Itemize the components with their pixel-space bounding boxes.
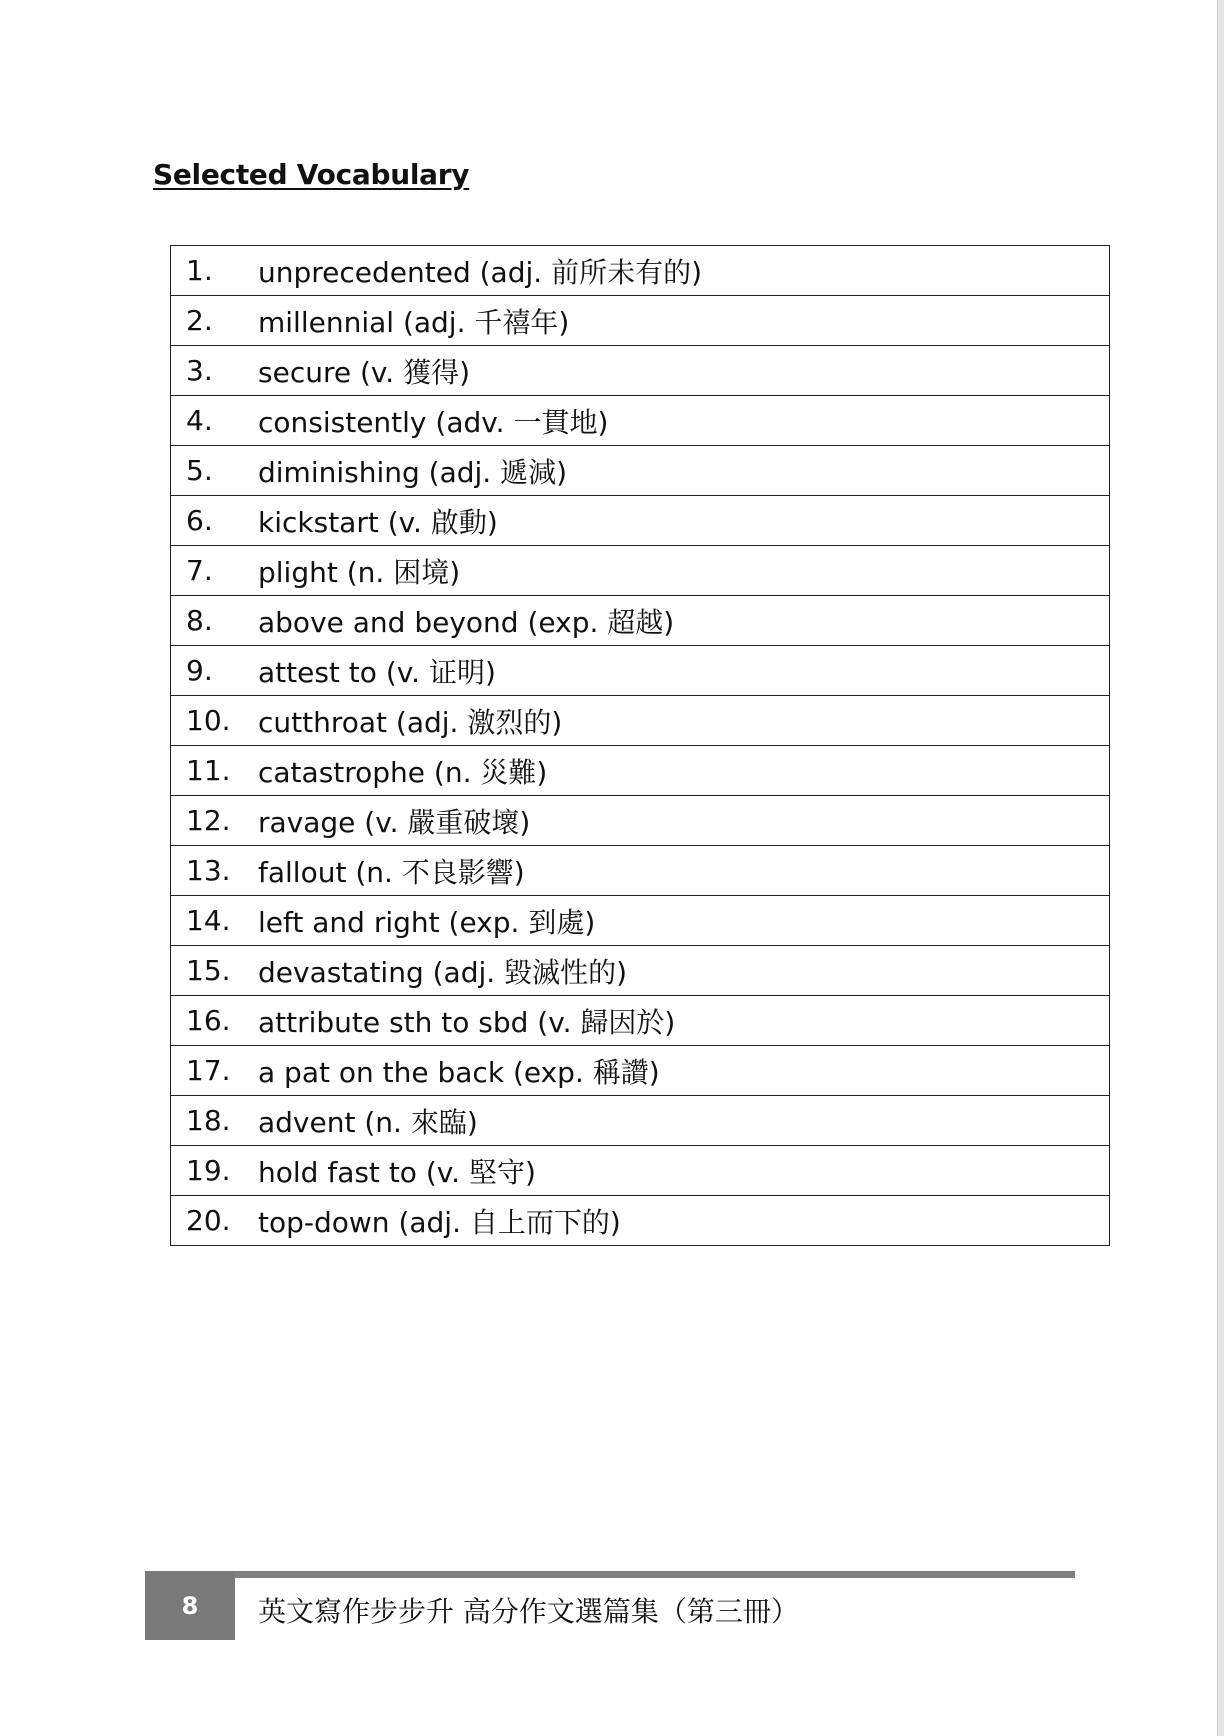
vocabulary-row <box>171 796 1110 846</box>
vocabulary-row <box>171 746 1110 796</box>
vocabulary-entry <box>171 546 1109 595</box>
vocabulary-entry <box>171 496 1109 545</box>
vocabulary-number: 3. <box>186 354 213 387</box>
vocabulary-term: secure (v. 獲得) <box>258 355 471 389</box>
vocabulary-term: advent (n. 來臨) <box>258 1105 478 1139</box>
vocabulary-entry <box>171 746 1109 795</box>
vocabulary-cell <box>171 596 1110 646</box>
vocabulary-row <box>171 496 1110 546</box>
vocabulary-term: catastrophe (n. 災難) <box>258 755 548 789</box>
vocabulary-row <box>171 896 1110 946</box>
vocabulary-term: top-down (adj. 自上而下的) <box>258 1205 621 1239</box>
vocabulary-term: kickstart (v. 啟動) <box>258 505 498 539</box>
page-edge-shadow <box>1217 0 1224 1736</box>
vocabulary-number: 16. <box>186 1004 231 1037</box>
vocabulary-term: unprecedented (adj. 前所未有的) <box>258 255 702 289</box>
vocabulary-cell <box>171 846 1110 896</box>
vocabulary-entry <box>171 246 1109 295</box>
vocabulary-term: a pat on the back (exp. 稱讚) <box>258 1055 660 1089</box>
vocabulary-row <box>171 546 1110 596</box>
vocabulary-cell <box>171 896 1110 946</box>
vocabulary-term: diminishing (adj. 遞減) <box>258 455 568 489</box>
vocabulary-cell <box>171 246 1110 296</box>
vocabulary-entry <box>171 1096 1109 1145</box>
vocabulary-term: fallout (n. 不良影響) <box>258 855 525 889</box>
vocabulary-term: consistently (adv. 一貫地) <box>258 405 609 439</box>
vocabulary-number: 9. <box>186 654 213 687</box>
vocabulary-entry <box>171 1146 1109 1195</box>
vocabulary-number: 19. <box>186 1154 231 1187</box>
vocabulary-number: 2. <box>186 304 213 337</box>
vocabulary-cell <box>171 496 1110 546</box>
page-number: 8 <box>181 1591 199 1620</box>
vocabulary-number: 8. <box>186 604 213 637</box>
vocabulary-cell <box>171 446 1110 496</box>
vocabulary-term: attest to (v. 证明) <box>258 655 496 689</box>
vocabulary-cell <box>171 1196 1110 1246</box>
vocabulary-number: 6. <box>186 504 213 537</box>
vocabulary-term: plight (n. 困境) <box>258 555 461 589</box>
vocabulary-term: millennial (adj. 千禧年) <box>258 305 570 339</box>
vocabulary-number: 18. <box>186 1104 231 1137</box>
section-heading: Selected Vocabulary <box>153 158 470 191</box>
vocabulary-row <box>171 996 1110 1046</box>
vocabulary-number: 13. <box>186 854 231 887</box>
vocabulary-entry <box>171 846 1109 895</box>
vocabulary-cell <box>171 996 1110 1046</box>
vocabulary-row <box>171 1196 1110 1246</box>
vocabulary-cell <box>171 1146 1110 1196</box>
vocabulary-cell <box>171 396 1110 446</box>
vocabulary-term: cutthroat (adj. 激烈的) <box>258 705 563 739</box>
vocabulary-entry <box>171 696 1109 745</box>
vocabulary-row <box>171 646 1110 696</box>
vocabulary-row <box>171 696 1110 746</box>
vocabulary-row <box>171 296 1110 346</box>
vocabulary-row <box>171 596 1110 646</box>
page-number-badge <box>145 1571 235 1640</box>
vocabulary-term: left and right (exp. 到處) <box>258 905 596 939</box>
vocabulary-row <box>171 846 1110 896</box>
vocabulary-entry <box>171 1046 1109 1095</box>
footer-rule <box>145 1571 1075 1578</box>
vocabulary-cell <box>171 546 1110 596</box>
vocabulary-entry <box>171 896 1109 945</box>
vocabulary-cell <box>171 796 1110 846</box>
vocabulary-row <box>171 396 1110 446</box>
vocabulary-entry <box>171 996 1109 1045</box>
vocabulary-entry <box>171 596 1109 645</box>
vocabulary-cell <box>171 746 1110 796</box>
vocabulary-entry <box>171 446 1109 495</box>
vocabulary-number: 1. <box>186 254 213 287</box>
vocabulary-number: 4. <box>186 404 213 437</box>
vocabulary-table <box>170 245 1110 1246</box>
vocabulary-cell <box>171 1046 1110 1096</box>
vocabulary-entry <box>171 646 1109 695</box>
vocabulary-number: 20. <box>186 1204 231 1237</box>
vocabulary-entry <box>171 1196 1109 1245</box>
vocabulary-table-body <box>171 246 1110 1246</box>
vocabulary-cell <box>171 946 1110 996</box>
vocabulary-row <box>171 1096 1110 1146</box>
vocabulary-number: 11. <box>186 754 231 787</box>
vocabulary-term: above and beyond (exp. 超越) <box>258 605 675 639</box>
vocabulary-cell <box>171 696 1110 746</box>
vocabulary-number: 10. <box>186 704 231 737</box>
vocabulary-term: attribute sth to sbd (v. 歸因於) <box>258 1005 676 1039</box>
vocabulary-cell <box>171 646 1110 696</box>
vocabulary-number: 7. <box>186 554 213 587</box>
vocabulary-entry <box>171 946 1109 995</box>
vocabulary-cell <box>171 1096 1110 1146</box>
vocabulary-term: devastating (adj. 毀滅性的) <box>258 955 627 989</box>
vocabulary-cell <box>171 296 1110 346</box>
vocabulary-entry <box>171 296 1109 345</box>
vocabulary-number: 14. <box>186 904 231 937</box>
vocabulary-entry <box>171 796 1109 845</box>
vocabulary-row <box>171 1046 1110 1096</box>
vocabulary-entry <box>171 396 1109 445</box>
vocabulary-number: 15. <box>186 954 231 987</box>
vocabulary-entry <box>171 346 1109 395</box>
vocabulary-cell <box>171 346 1110 396</box>
footer-book-title: 英文寫作步步升 高分作文選篇集（第三冊） <box>258 1595 799 1628</box>
vocabulary-row <box>171 446 1110 496</box>
vocabulary-number: 17. <box>186 1054 231 1087</box>
vocabulary-row <box>171 1146 1110 1196</box>
vocabulary-row <box>171 346 1110 396</box>
vocabulary-number: 5. <box>186 454 213 487</box>
vocabulary-term: hold fast to (v. 堅守) <box>258 1155 536 1189</box>
vocabulary-term: ravage (v. 嚴重破壞) <box>258 805 531 839</box>
vocabulary-row <box>171 946 1110 996</box>
vocabulary-row <box>171 246 1110 296</box>
vocabulary-number: 12. <box>186 804 231 837</box>
